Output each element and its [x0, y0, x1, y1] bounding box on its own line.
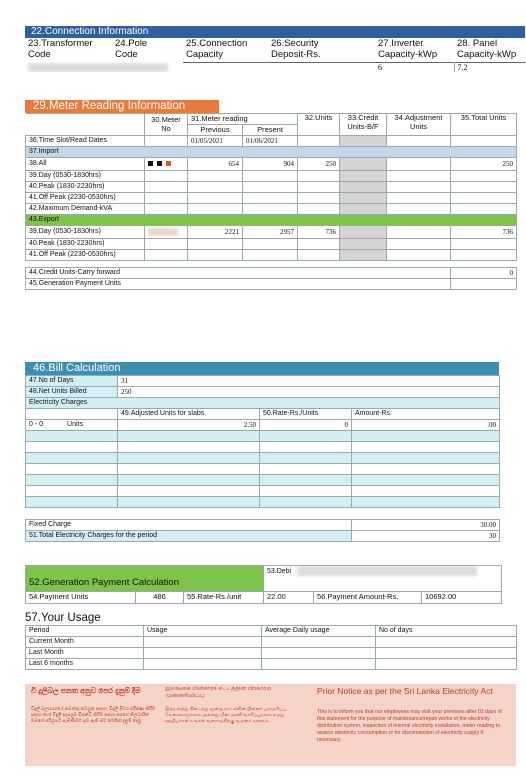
export-peak-row	[26, 239, 517, 250]
fixed-charge-value: 30.00	[352, 520, 500, 531]
credit-carry-row	[26, 268, 517, 279]
payment-units-value: 486	[136, 592, 184, 604]
slab-row	[26, 420, 500, 431]
inverter-capacity-label-2: Capacity-kWp	[378, 49, 438, 60]
meter-table	[25, 113, 517, 290]
all-previous: 654	[188, 158, 243, 171]
prior-notice	[25, 684, 516, 766]
slab-header-row	[26, 409, 500, 420]
pole-code-label-2: Code	[115, 49, 138, 60]
days-row	[26, 376, 500, 387]
credit-units-header: 33.Credit Units-B/F	[340, 114, 387, 136]
usage-days-header: No of days	[376, 626, 517, 637]
notice-body-tamil: இந்த கூற்று கிடைத்து மூன்று நாட்களின் பின்னர் பராமரிப்பு வேலைகளுக்காக அல்லது மின் மானி வாசிப்புக்காக எமது ஊழியர்கள் உங்கள் வளாகத்திற்கு வருகை தரலாம்.	[165, 706, 286, 723]
present-header: Present	[243, 125, 298, 136]
slab-units-word: Units	[67, 420, 83, 428]
all-units: 250	[298, 158, 340, 171]
panel-capacity-header	[454, 38, 525, 62]
spacer-row	[26, 508, 500, 520]
usage-usage-header: Usage	[144, 626, 262, 637]
adjusted-units-header: 49.Adjusted Units for slabs	[118, 409, 260, 420]
transformer-code-header	[25, 38, 112, 62]
empty-slab-row	[26, 464, 500, 475]
notice-body-english: This is to inform you that our employees may visit your premises after 03 days of this statement for the purpose of maintenance/repair works of the electricity distribution system, inspection of internal electricity installation, meter reading to assess electricity consumption or for disconnection of electricity supply if necessary.	[317, 709, 502, 743]
meter-section	[25, 100, 516, 290]
empty-slab-row	[26, 486, 500, 497]
payment-amount-value: 10692.00	[422, 592, 502, 604]
inverter-capacity-header	[375, 38, 454, 62]
empty-slab-row	[26, 442, 500, 453]
rate-per-unit-value: 22.00	[264, 592, 314, 604]
connection-header-row	[25, 38, 525, 62]
import-peak-label: 40.Peak (1830-2230hrs)	[26, 182, 145, 193]
connection-capacity-label-2: Capacity	[186, 49, 223, 60]
connection-value-row	[25, 62, 525, 72]
payment-units-label: 54.Payment Units	[26, 592, 136, 604]
notice-title-english: Prior Notice as per the Sri Lanka Electricity Act	[317, 686, 493, 696]
net-units-row	[26, 387, 500, 398]
usage-section	[25, 612, 516, 670]
connection-capacity-header	[183, 38, 268, 62]
empty-slab-row	[26, 497, 500, 508]
export-meter-redacted	[145, 226, 188, 239]
all-row	[26, 158, 517, 171]
export-day-present: 2957	[243, 226, 298, 239]
total-charges-row	[26, 531, 500, 542]
panel-capacity-label-1: 28. Panel	[457, 38, 498, 49]
credit-carry-label: 44.Credit Units-Carry forward	[26, 268, 451, 279]
days-value: 31	[118, 376, 500, 387]
export-day-units: 736	[298, 226, 340, 239]
rate-per-unit-label: 55.Rate-Rs./unit	[184, 592, 264, 604]
bill-title: 46.Bill Calculation	[25, 362, 499, 375]
panel-capacity-value: 7.2	[454, 62, 525, 72]
payment-amount-label: 56.Payment Amount-Rs.	[314, 592, 422, 604]
max-demand-row	[26, 204, 517, 215]
max-demand-label: 42.Maximum Demand-kVA	[26, 204, 145, 215]
pole-code-header	[112, 38, 183, 62]
slab-amount: .00	[352, 420, 500, 431]
export-row	[26, 215, 517, 226]
inverter-capacity-label-1: 27.Inverter	[378, 38, 424, 49]
notice-title-tamil: இலங்கை மின்சாரச் சட்டத்தின் பிரகாரம் முன்னறிவிப்பு	[165, 686, 272, 699]
total-units-header: 35.Total Units	[451, 114, 517, 136]
amount-header: Amount-Rs.	[352, 409, 500, 420]
transformer-code-label-1: 23.Transformer	[28, 38, 93, 49]
notice-body-sinhala: විදුලි බලාගාරයේ නඩත්තු කටයුතු සඳහා, විදුලි මීටර පරීක්ෂා කිරීම සඳහා හෝ විදුලි සැපයුම විසන්ධි කිරීම සඳහා අපගේ නිලධාරීන් ඔබගේ පරිශ්‍රයට පැමිණීමට ඉඩ ඇති බව මෙයින් දැනුම් දෙමු.	[31, 706, 156, 723]
import-day-row	[26, 171, 517, 182]
export-day-total: 736	[451, 226, 517, 239]
panel-capacity-label-2: Capacity-kWp	[457, 49, 517, 60]
electricity-charges-label: Electricity Charges	[26, 398, 500, 409]
import-row	[26, 147, 517, 158]
slab-range	[26, 420, 118, 431]
connection-capacity-label-1: 25.Connection	[186, 38, 248, 49]
redacted-codes	[25, 62, 183, 72]
all-total: 250	[451, 158, 517, 171]
time-slot-label: 36.Time Slot/Read Dates	[26, 136, 145, 147]
generation-table	[25, 565, 502, 604]
all-label: 38.All	[26, 158, 145, 171]
import-offpeak-label: 41.Off Peak (2230-0530hrs)	[26, 193, 145, 204]
empty-slab-row	[26, 453, 500, 464]
slab-range-text: 0 - 0	[29, 420, 44, 428]
transformer-code-label-2: Code	[28, 49, 51, 60]
generation-units-row	[26, 279, 517, 290]
meter-no-redacted	[145, 158, 188, 171]
meter-header-row-1	[26, 114, 517, 125]
slab-units: 2.50	[118, 420, 260, 431]
export-offpeak-label: 41.Off Peak (2230-0530hrs)	[26, 250, 145, 261]
usage-table	[25, 625, 517, 670]
connection-title: 22.Connection Information	[25, 26, 525, 38]
rate-header: 50.Rate-Rs./Units	[260, 409, 352, 420]
meter-no-header: 30.Meter No	[145, 114, 188, 136]
usage-row	[26, 637, 517, 648]
import-label: 37.Import	[26, 147, 517, 158]
security-deposit-label-1: 26.Security	[271, 38, 319, 49]
fixed-charge-label: Fixed Charge	[26, 520, 352, 531]
net-units-value: 250	[118, 387, 500, 398]
meter-reading-header: 31.Meter reading	[188, 114, 298, 125]
usage-last-6-months: Last 6 months	[26, 659, 144, 670]
total-charges-label: 51.Total Electricity Charges for the period	[26, 531, 352, 542]
total-charges-value: 30	[352, 531, 500, 542]
pole-code-label-1: 24.Pole	[115, 38, 148, 49]
generation-title-row	[26, 566, 502, 592]
usage-row	[26, 648, 517, 659]
usage-last-month: Last Month	[26, 648, 144, 659]
empty-slab-row	[26, 431, 500, 442]
days-label: 47.No of Days	[26, 376, 118, 387]
present-date: 01/06/2021	[243, 136, 298, 147]
debit-label: 53.Debi	[267, 567, 292, 575]
bill-table	[25, 375, 500, 542]
inverter-capacity-value: 6	[375, 62, 454, 72]
connection-section	[25, 26, 525, 72]
export-day-row	[26, 226, 517, 239]
usage-average-header: Average Daily usage	[262, 626, 376, 637]
net-units-label: 48.Net Units Billed	[26, 387, 118, 398]
security-deposit-header	[268, 38, 375, 62]
previous-header: Previous	[188, 125, 243, 136]
previous-date: 01/05/2021	[188, 136, 243, 147]
import-day-label: 39.Day (0530-1830hrs)	[26, 171, 145, 182]
connection-table	[25, 38, 525, 72]
adjustment-units-header: 34.Adjustment Units	[387, 114, 451, 136]
debit-cell	[264, 566, 502, 592]
import-peak-row	[26, 182, 517, 193]
empty-slab-row	[26, 475, 500, 486]
all-present: 904	[243, 158, 298, 171]
import-offpeak-row	[26, 193, 517, 204]
generation-title: 52.Generation Payment Calculation	[26, 566, 264, 592]
export-offpeak-row	[26, 250, 517, 261]
usage-title: 57.Your Usage	[25, 612, 101, 624]
security-deposit-label-2: Deposit-Rs.	[271, 49, 321, 60]
usage-row	[26, 659, 517, 670]
fixed-charge-row	[26, 520, 500, 531]
meter-title: 29.Meter Reading Information	[25, 100, 219, 113]
usage-header-row	[26, 626, 517, 637]
credit-carry-value: 0	[451, 268, 517, 279]
generation-section	[25, 565, 501, 604]
bill-section	[25, 362, 499, 542]
time-slot-row	[26, 136, 517, 147]
generation-units-label: 45.Generation Payment Units	[26, 279, 451, 290]
usage-period-header: Period	[26, 626, 144, 637]
notice-title-sinhala: වි දුලිබල පනත අනුව පෙර දැනුම් දීම	[31, 686, 141, 695]
electricity-charges-row	[26, 398, 500, 409]
export-day-previous: 2221	[188, 226, 243, 239]
units-header: 32.Units	[298, 114, 340, 136]
slab-rate: 0	[260, 420, 352, 431]
export-label: 43.Export	[26, 215, 517, 226]
payment-row	[26, 592, 502, 604]
export-day-label: 39.Day (0530-1830hrs)	[26, 226, 145, 239]
export-peak-label: 40.Peak (1830-2230hrs)	[26, 239, 145, 250]
usage-current-month: Current Month	[26, 637, 144, 648]
